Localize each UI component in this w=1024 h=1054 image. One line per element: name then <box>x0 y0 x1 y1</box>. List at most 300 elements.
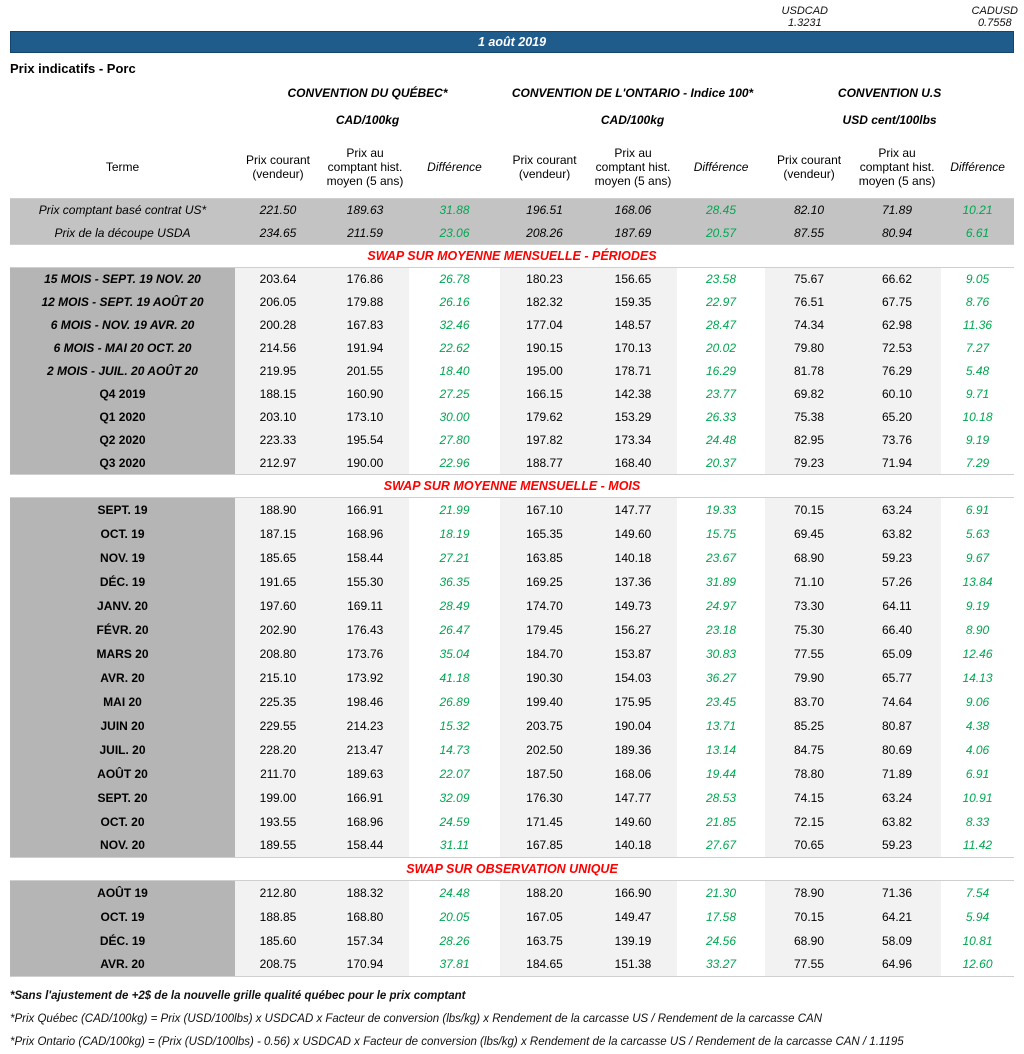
difference-cell: 30.00 <box>409 406 500 429</box>
difference-cell: 28.53 <box>677 786 765 810</box>
difference-cell: 9.19 <box>941 594 1014 618</box>
price-cell: 58.09 <box>853 929 941 953</box>
price-cell: 70.65 <box>765 834 853 858</box>
fx-cadusd-pair: CADUSD <box>971 5 1018 17</box>
term-cell: 15 MOIS - SEPT. 19 NOV. 20 <box>10 268 235 291</box>
term-cell: 12 MOIS - SEPT. 19 AOÛT 20 <box>10 291 235 314</box>
price-cell: 182.32 <box>500 291 589 314</box>
price-cell: 79.23 <box>765 452 853 475</box>
table-row <box>10 383 1014 406</box>
fx-cadusd-rate: 0.7558 <box>977 17 1012 29</box>
col-header-difference: Différence <box>950 160 1005 174</box>
price-cell: 168.96 <box>321 810 409 834</box>
difference-cell: 17.58 <box>677 905 765 929</box>
difference-cell: 23.45 <box>677 690 765 714</box>
price-cell: 142.38 <box>589 383 677 406</box>
price-cell: 160.90 <box>321 383 409 406</box>
price-cell: 69.82 <box>765 383 853 406</box>
table-row <box>10 546 1014 570</box>
price-cell: 171.45 <box>500 810 589 834</box>
price-cell: 211.70 <box>235 762 321 786</box>
footnote: *Prix Québec (CAD/100kg) = Prix (USD/100lbs) x USDCAD x Facteur de conversion (lbs/kg) x Rendement de la carcasse US / Rendement de la carcasse CAN <box>10 1013 823 1025</box>
price-cell: 149.60 <box>589 522 677 546</box>
table-row <box>10 314 1014 337</box>
difference-cell: 31.89 <box>677 570 765 594</box>
price-cell: 137.36 <box>589 570 677 594</box>
price-cell: 147.77 <box>589 786 677 810</box>
term-cell: OCT. 19 <box>10 522 235 546</box>
price-cell: 158.44 <box>321 546 409 570</box>
table-row <box>10 690 1014 714</box>
price-cell: 168.40 <box>589 452 677 475</box>
price-cell: 213.47 <box>321 738 409 762</box>
swap-mois-table <box>10 497 1014 858</box>
price-cell: 225.35 <box>235 690 321 714</box>
price-cell: 68.90 <box>765 929 853 953</box>
table-row <box>10 929 1014 953</box>
price-cell: 149.60 <box>589 810 677 834</box>
price-cell: 166.91 <box>321 498 409 522</box>
term-cell: 6 MOIS - MAI 20 OCT. 20 <box>10 337 235 360</box>
price-cell: 195.00 <box>500 360 589 383</box>
price-cell: 163.85 <box>500 546 589 570</box>
term-cell: SEPT. 20 <box>10 786 235 810</box>
col-header-comptant: Prix au comptant hist. moyen (5 ans) <box>326 146 404 188</box>
difference-cell: 5.48 <box>941 360 1014 383</box>
table-row <box>10 222 1014 245</box>
price-cell: 71.36 <box>853 881 941 905</box>
price-cell: 179.88 <box>321 291 409 314</box>
price-cell: 221.50 <box>235 199 321 222</box>
difference-cell: 28.26 <box>409 929 500 953</box>
price-cell: 70.15 <box>765 905 853 929</box>
difference-cell: 13.71 <box>677 714 765 738</box>
table-row <box>10 738 1014 762</box>
price-cell: 187.15 <box>235 522 321 546</box>
price-cell: 85.25 <box>765 714 853 738</box>
table-row <box>10 762 1014 786</box>
price-cell: 175.95 <box>589 690 677 714</box>
difference-cell: 31.11 <box>409 834 500 858</box>
difference-cell: 6.61 <box>941 222 1014 245</box>
difference-cell: 28.47 <box>677 314 765 337</box>
difference-cell: 27.67 <box>677 834 765 858</box>
price-cell: 195.54 <box>321 429 409 452</box>
group-title-quebec: CONVENTION DU QUÉBEC* <box>287 86 448 100</box>
difference-cell: 19.33 <box>677 498 765 522</box>
difference-cell: 24.97 <box>677 594 765 618</box>
price-cell: 188.90 <box>235 498 321 522</box>
price-cell: 82.95 <box>765 429 853 452</box>
group-title-ontario: CONVENTION DE L'ONTARIO - Indice 100* <box>511 86 754 100</box>
price-cell: 214.23 <box>321 714 409 738</box>
price-cell: 173.34 <box>589 429 677 452</box>
price-cell: 70.15 <box>765 498 853 522</box>
group-unit-us: USD cent/100lbs <box>842 113 937 127</box>
group-unit-row <box>10 110 1014 136</box>
term-cell: JUIN 20 <box>10 714 235 738</box>
difference-cell: 23.58 <box>677 268 765 291</box>
difference-cell: 9.19 <box>941 429 1014 452</box>
difference-cell: 33.27 <box>677 953 765 977</box>
difference-cell: 7.27 <box>941 337 1014 360</box>
price-cell: 206.05 <box>235 291 321 314</box>
price-cell: 81.78 <box>765 360 853 383</box>
price-cell: 167.05 <box>500 905 589 929</box>
price-cell: 69.45 <box>765 522 853 546</box>
difference-cell: 12.60 <box>941 953 1014 977</box>
price-cell: 72.53 <box>853 337 941 360</box>
difference-cell: 27.21 <box>409 546 500 570</box>
price-cell: 201.55 <box>321 360 409 383</box>
price-cell: 190.15 <box>500 337 589 360</box>
group-title-us: CONVENTION U.S <box>837 86 942 100</box>
difference-cell: 13.14 <box>677 738 765 762</box>
difference-cell: 13.84 <box>941 570 1014 594</box>
difference-cell: 26.16 <box>409 291 500 314</box>
difference-cell: 23.67 <box>677 546 765 570</box>
term-cell: DÉC. 19 <box>10 570 235 594</box>
price-cell: 154.03 <box>589 666 677 690</box>
price-cell: 66.62 <box>853 268 941 291</box>
difference-cell: 20.02 <box>677 337 765 360</box>
price-cell: 139.19 <box>589 929 677 953</box>
price-cell: 153.87 <box>589 642 677 666</box>
price-cell: 188.15 <box>235 383 321 406</box>
term-cell: NOV. 20 <box>10 834 235 858</box>
price-cell: 59.23 <box>853 834 941 858</box>
difference-cell: 24.48 <box>677 429 765 452</box>
price-cell: 79.90 <box>765 666 853 690</box>
price-cell: 155.30 <box>321 570 409 594</box>
price-table <box>10 84 1014 1054</box>
difference-cell: 10.81 <box>941 929 1014 953</box>
price-cell: 170.13 <box>589 337 677 360</box>
price-cell: 63.24 <box>853 498 941 522</box>
price-cell: 190.04 <box>589 714 677 738</box>
price-cell: 158.44 <box>321 834 409 858</box>
price-cell: 76.29 <box>853 360 941 383</box>
price-cell: 83.70 <box>765 690 853 714</box>
difference-cell: 11.42 <box>941 834 1014 858</box>
price-cell: 64.96 <box>853 953 941 977</box>
term-cell: Q3 2020 <box>10 452 235 475</box>
price-cell: 189.63 <box>321 762 409 786</box>
difference-cell: 23.06 <box>409 222 500 245</box>
column-header-row <box>10 136 1014 198</box>
price-cell: 153.29 <box>589 406 677 429</box>
swap-periodes-table <box>10 267 1014 475</box>
table-row <box>10 642 1014 666</box>
price-cell: 177.04 <box>500 314 589 337</box>
price-cell: 212.80 <box>235 881 321 905</box>
difference-cell: 6.91 <box>941 762 1014 786</box>
price-cell: 228.20 <box>235 738 321 762</box>
price-cell: 168.80 <box>321 905 409 929</box>
difference-cell: 7.29 <box>941 452 1014 475</box>
term-cell: 6 MOIS - NOV. 19 AVR. 20 <box>10 314 235 337</box>
swap-observation-table <box>10 880 1014 977</box>
term-cell: FÉVR. 20 <box>10 618 235 642</box>
fx-usdcad <box>782 5 828 29</box>
difference-cell: 15.32 <box>409 714 500 738</box>
difference-cell: 20.05 <box>409 905 500 929</box>
price-cell: 191.65 <box>235 570 321 594</box>
table-row <box>10 570 1014 594</box>
term-cell: MAI 20 <box>10 690 235 714</box>
difference-cell: 21.30 <box>677 881 765 905</box>
difference-cell: 9.06 <box>941 690 1014 714</box>
price-cell: 60.10 <box>853 383 941 406</box>
table-row <box>10 406 1014 429</box>
price-cell: 157.34 <box>321 929 409 953</box>
difference-cell: 27.80 <box>409 429 500 452</box>
difference-cell: 35.04 <box>409 642 500 666</box>
price-cell: 173.92 <box>321 666 409 690</box>
table-row <box>10 199 1014 222</box>
price-cell: 229.55 <box>235 714 321 738</box>
price-cell: 188.77 <box>500 452 589 475</box>
difference-cell: 10.21 <box>941 199 1014 222</box>
price-cell: 72.15 <box>765 810 853 834</box>
price-cell: 156.27 <box>589 618 677 642</box>
price-cell: 190.30 <box>500 666 589 690</box>
price-cell: 67.75 <box>853 291 941 314</box>
date-banner <box>10 31 1014 53</box>
price-cell: 200.28 <box>235 314 321 337</box>
difference-cell: 41.18 <box>409 666 500 690</box>
table-row <box>10 881 1014 905</box>
difference-cell: 7.54 <box>941 881 1014 905</box>
price-cell: 189.63 <box>321 199 409 222</box>
price-cell: 159.35 <box>589 291 677 314</box>
price-cell: 198.46 <box>321 690 409 714</box>
price-cell: 169.25 <box>500 570 589 594</box>
difference-cell: 27.25 <box>409 383 500 406</box>
difference-cell: 9.71 <box>941 383 1014 406</box>
price-cell: 208.80 <box>235 642 321 666</box>
table-row <box>10 291 1014 314</box>
price-cell: 76.51 <box>765 291 853 314</box>
price-cell: 187.69 <box>589 222 677 245</box>
difference-cell: 4.38 <box>941 714 1014 738</box>
difference-cell: 26.78 <box>409 268 500 291</box>
price-cell: 75.38 <box>765 406 853 429</box>
price-cell: 166.15 <box>500 383 589 406</box>
col-header-difference: Différence <box>693 160 749 174</box>
table-row <box>10 666 1014 690</box>
price-cell: 65.20 <box>853 406 941 429</box>
group-unit-quebec: CAD/100kg <box>335 113 400 127</box>
term-cell: Prix comptant basé contrat US* <box>10 199 235 222</box>
price-cell: 140.18 <box>589 546 677 570</box>
difference-cell: 24.56 <box>677 929 765 953</box>
table-row <box>10 498 1014 522</box>
table-row <box>10 714 1014 738</box>
fx-cadusd <box>972 5 1018 29</box>
col-header-comptant: Prix au comptant hist. moyen (5 ans) <box>594 146 672 188</box>
col-header-courant: Prix courant (vendeur) <box>512 153 577 181</box>
term-cell: Q4 2019 <box>10 383 235 406</box>
difference-cell: 12.46 <box>941 642 1014 666</box>
fx-usdcad-rate: 1.3231 <box>787 17 822 29</box>
table-row <box>10 337 1014 360</box>
term-cell: AOÛT 19 <box>10 881 235 905</box>
term-cell: DÉC. 19 <box>10 929 235 953</box>
difference-cell: 26.89 <box>409 690 500 714</box>
price-cell: 211.59 <box>321 222 409 245</box>
difference-cell: 36.35 <box>409 570 500 594</box>
price-cell: 65.77 <box>853 666 941 690</box>
difference-cell: 5.94 <box>941 905 1014 929</box>
price-cell: 202.90 <box>235 618 321 642</box>
price-cell: 140.18 <box>589 834 677 858</box>
table-row <box>10 786 1014 810</box>
price-cell: 65.09 <box>853 642 941 666</box>
difference-cell: 31.88 <box>409 199 500 222</box>
price-cell: 214.56 <box>235 337 321 360</box>
col-header-courant: Prix courant (vendeur) <box>777 153 842 181</box>
difference-cell: 8.76 <box>941 291 1014 314</box>
table-row <box>10 810 1014 834</box>
price-cell: 87.55 <box>765 222 853 245</box>
group-unit-ontario: CAD/100kg <box>600 113 665 127</box>
price-cell: 189.55 <box>235 834 321 858</box>
table-row <box>10 834 1014 858</box>
price-cell: 174.70 <box>500 594 589 618</box>
table-row <box>10 360 1014 383</box>
difference-cell: 18.19 <box>409 522 500 546</box>
price-cell: 68.90 <box>765 546 853 570</box>
price-cell: 208.75 <box>235 953 321 977</box>
table-row <box>10 452 1014 475</box>
price-cell: 169.11 <box>321 594 409 618</box>
price-cell: 149.47 <box>589 905 677 929</box>
price-cell: 165.35 <box>500 522 589 546</box>
price-cell: 78.90 <box>765 881 853 905</box>
term-cell: AOÛT 20 <box>10 762 235 786</box>
col-header-difference: Différence <box>427 160 482 174</box>
difference-cell: 9.67 <box>941 546 1014 570</box>
price-cell: 75.30 <box>765 618 853 642</box>
difference-cell: 32.09 <box>409 786 500 810</box>
price-cell: 62.98 <box>853 314 941 337</box>
price-cell: 156.65 <box>589 268 677 291</box>
table-header <box>10 84 1014 198</box>
term-cell: OCT. 19 <box>10 905 235 929</box>
term-cell: AVR. 20 <box>10 953 235 977</box>
difference-cell: 36.27 <box>677 666 765 690</box>
price-cell: 74.34 <box>765 314 853 337</box>
difference-cell: 9.05 <box>941 268 1014 291</box>
page-title: Prix indicatifs - Porc <box>10 61 136 76</box>
price-cell: 184.65 <box>500 953 589 977</box>
price-cell: 191.94 <box>321 337 409 360</box>
difference-cell: 32.46 <box>409 314 500 337</box>
price-cell: 202.50 <box>500 738 589 762</box>
price-cell: 223.33 <box>235 429 321 452</box>
difference-cell: 14.13 <box>941 666 1014 690</box>
difference-cell: 10.18 <box>941 406 1014 429</box>
price-cell: 197.82 <box>500 429 589 452</box>
price-cell: 147.77 <box>589 498 677 522</box>
difference-cell: 4.06 <box>941 738 1014 762</box>
price-cell: 74.15 <box>765 786 853 810</box>
term-cell: Q2 2020 <box>10 429 235 452</box>
term-cell: Prix de la découpe USDA <box>10 222 235 245</box>
footnote: *Sans l'ajustement de +2$ de la nouvelle grille qualité québec pour le prix comptant <box>10 990 466 1002</box>
price-cell: 173.10 <box>321 406 409 429</box>
difference-cell: 10.91 <box>941 786 1014 810</box>
price-cell: 78.80 <box>765 762 853 786</box>
price-cell: 166.90 <box>589 881 677 905</box>
price-cell: 189.36 <box>589 738 677 762</box>
difference-cell: 16.29 <box>677 360 765 383</box>
difference-cell: 22.07 <box>409 762 500 786</box>
price-cell: 196.51 <box>500 199 589 222</box>
difference-cell: 21.85 <box>677 810 765 834</box>
price-cell: 71.10 <box>765 570 853 594</box>
price-cell: 74.64 <box>853 690 941 714</box>
price-cell: 197.60 <box>235 594 321 618</box>
price-cell: 199.00 <box>235 786 321 810</box>
price-cell: 80.87 <box>853 714 941 738</box>
price-cell: 167.10 <box>500 498 589 522</box>
price-cell: 148.57 <box>589 314 677 337</box>
price-cell: 77.55 <box>765 642 853 666</box>
price-cell: 168.06 <box>589 762 677 786</box>
difference-cell: 5.63 <box>941 522 1014 546</box>
difference-cell: 22.97 <box>677 291 765 314</box>
price-cell: 184.70 <box>500 642 589 666</box>
difference-cell: 23.77 <box>677 383 765 406</box>
col-header-courant: Prix courant (vendeur) <box>245 153 311 181</box>
price-cell: 166.91 <box>321 786 409 810</box>
price-cell: 188.20 <box>500 881 589 905</box>
price-cell: 185.65 <box>235 546 321 570</box>
price-cell: 79.80 <box>765 337 853 360</box>
price-cell: 215.10 <box>235 666 321 690</box>
difference-cell: 28.49 <box>409 594 500 618</box>
price-cell: 176.43 <box>321 618 409 642</box>
term-cell: SEPT. 19 <box>10 498 235 522</box>
price-cell: 234.65 <box>235 222 321 245</box>
price-cell: 75.67 <box>765 268 853 291</box>
difference-cell: 11.36 <box>941 314 1014 337</box>
col-header-comptant: Prix au comptant hist. moyen (5 ans) <box>858 146 936 188</box>
price-cell: 188.85 <box>235 905 321 929</box>
footnotes <box>10 985 1014 1054</box>
price-cell: 168.96 <box>321 522 409 546</box>
term-cell: Q1 2020 <box>10 406 235 429</box>
term-cell: AVR. 20 <box>10 666 235 690</box>
price-cell: 179.62 <box>500 406 589 429</box>
difference-cell: 24.48 <box>409 881 500 905</box>
difference-cell: 8.33 <box>941 810 1014 834</box>
price-cell: 167.83 <box>321 314 409 337</box>
difference-cell: 23.18 <box>677 618 765 642</box>
difference-cell: 30.83 <box>677 642 765 666</box>
price-cell: 63.82 <box>853 810 941 834</box>
price-cell: 176.86 <box>321 268 409 291</box>
price-cell: 82.10 <box>765 199 853 222</box>
difference-cell: 21.99 <box>409 498 500 522</box>
table-row <box>10 522 1014 546</box>
difference-cell: 22.62 <box>409 337 500 360</box>
price-cell: 63.24 <box>853 786 941 810</box>
price-cell: 80.69 <box>853 738 941 762</box>
difference-cell: 20.37 <box>677 452 765 475</box>
